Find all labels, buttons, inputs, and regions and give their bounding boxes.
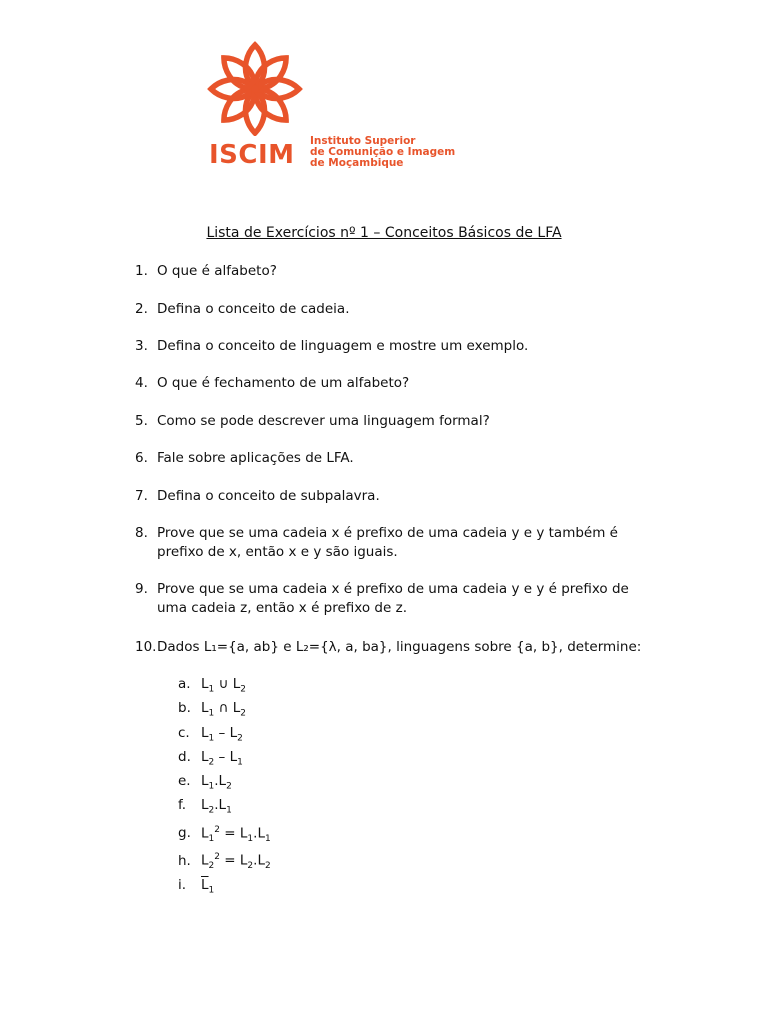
logo-subtitle	[310, 136, 455, 169]
question-item	[135, 412, 637, 431]
logo-subtitle-line: Instituto Superior	[310, 135, 416, 147]
question-item	[135, 638, 677, 657]
question-text: Fale sobre aplicações de LFA.	[157, 450, 354, 466]
question-text: Defina o conceito de cadeia.	[157, 301, 350, 317]
subitem-letter: c.	[178, 724, 190, 741]
subitem-letter: d.	[178, 748, 191, 765]
question-number: 5.	[135, 413, 148, 429]
subitem-letter: a.	[178, 676, 191, 692]
question-number: 2.	[135, 301, 148, 317]
subitem-letter: f.	[178, 797, 187, 814]
subitem-e: e. $L_1.L_2$	[178, 773, 232, 792]
question-text: Como se pode descrever uma linguagem formal?	[157, 413, 490, 429]
question-text: Prove que se uma cadeia x é prefixo de uma cadeia y e y também é prefixo de x, então x e y são iguais.	[157, 525, 618, 560]
question-text: Defina o conceito de subpalavra.	[157, 488, 380, 504]
question-item	[135, 300, 637, 319]
question-item	[135, 524, 637, 561]
question-text: Defina o conceito de linguagem e mostre um exemplo.	[157, 338, 529, 354]
question-item	[135, 262, 637, 281]
question-number: 4.	[135, 375, 148, 391]
logo-subtitle-line: de Moçambique	[310, 157, 404, 169]
question-number: 3.	[135, 338, 148, 354]
subitem-d: d. $L_2 - L_1$	[178, 748, 243, 768]
question-item	[135, 487, 637, 506]
iscim-emblem-icon	[200, 40, 310, 136]
subitem-letter: i.	[178, 877, 187, 894]
question-number: 6.	[135, 450, 148, 466]
subitem-h: h. $L_2^2 = L_2.L_2$	[178, 852, 271, 872]
subitem-list	[178, 675, 271, 901]
question-text: Prove que se uma cadeia x é prefixo de uma cadeia y e y é prefixo de uma cadeia z, então x é prefixo de z.	[157, 581, 629, 616]
subitem-letter: h.	[178, 852, 191, 869]
subitem-letter: b.	[178, 700, 191, 717]
question-text: O que é fechamento de um alfabeto?	[157, 375, 410, 391]
question-text: Dados L₁={a, ab} e L₂={λ, a, ba}, linguagens sobre {a, b}, determine:	[157, 639, 642, 655]
question-number: 7.	[135, 488, 148, 504]
question-number: 9.	[135, 581, 148, 597]
question-item	[135, 449, 637, 468]
logo-subtitle-line: de Comunição e Imagem	[310, 146, 456, 158]
subitem-letter: e.	[178, 773, 191, 790]
subitem-i: i. $\overline{L}_1$	[178, 877, 215, 896]
page-title: Lista de Exercícios nº 1 – Conceitos Básicos de LFA	[206, 225, 562, 241]
iscim-logo	[200, 40, 460, 180]
subitem-c: c. $L_1 - L_2$	[178, 724, 243, 744]
subitem-a: a. $L_1$ ∪ $L_2$	[178, 676, 246, 695]
question-number: 8.	[135, 525, 148, 541]
question-number: 10.	[135, 639, 157, 655]
subitem-b: b. $L_1$ ∩ $L_2$	[178, 700, 246, 719]
question-text: O que é alfabeto?	[157, 263, 277, 279]
logo-name: ISCIM	[209, 140, 295, 170]
subitem-f: f. $L_2.L_1$	[178, 797, 232, 817]
question-number: 1.	[135, 263, 148, 279]
question-item	[135, 337, 637, 356]
question-item	[135, 374, 637, 393]
subitem-g: g. $L_1^2 = L_1.L_1$	[178, 824, 271, 844]
subitem-letter: g.	[178, 825, 191, 842]
question-item	[135, 580, 637, 617]
